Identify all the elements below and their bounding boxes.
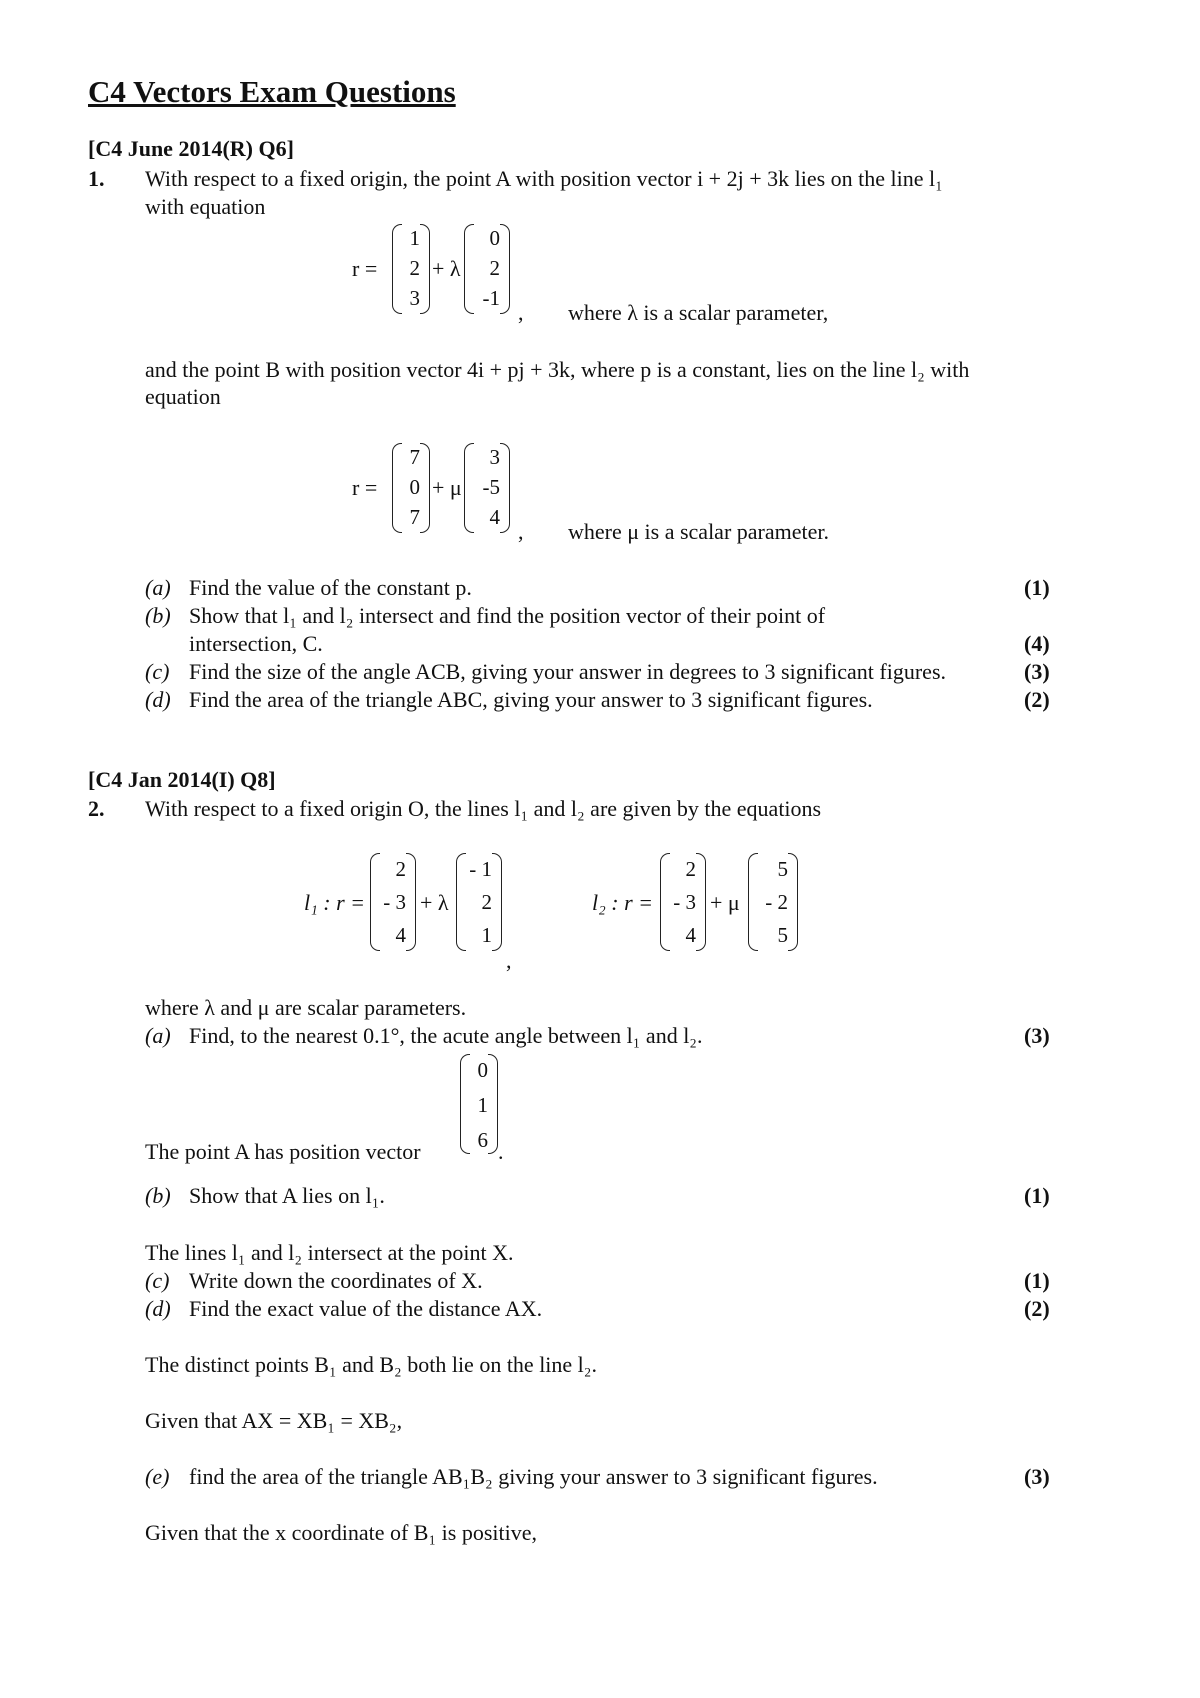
q1-intro-line1: With respect to a fixed origin, the point A with position vector i + 2j + 3k lies on the line l₁	[145, 166, 943, 191]
q1-eq2-lhs: r =	[352, 475, 378, 500]
vector-entry: - 2	[765, 890, 788, 914]
q2-l2-vector2	[748, 853, 798, 951]
vector-entry: 3	[489, 445, 500, 469]
q2-l2-operator: + μ	[710, 890, 740, 915]
q1-eq2-where: where μ is a scalar parameter.	[568, 519, 829, 544]
q2-number: 2.	[88, 796, 105, 821]
q1-part-c-label: (c)	[145, 659, 170, 684]
q1-part-c-text: Find the size of the angle ACB, giving your answer in degrees to 3 significant figures.	[189, 659, 947, 684]
vector-entry: 3	[409, 286, 420, 310]
vector-entry: 5	[777, 923, 788, 947]
q1-part-a-mark: (1)	[1024, 575, 1050, 600]
vector-entry: 2	[409, 256, 420, 280]
vector-entry: 7	[409, 505, 420, 529]
q2-l2-lhs: l₂ : r =	[592, 890, 653, 915]
q2-intro: With respect to a fixed origin O, the lines l₁ and l₂ are given by the equations	[145, 796, 822, 821]
q1-source: [C4 June 2014(R) Q6]	[88, 136, 294, 161]
vector-entry: 2	[489, 256, 500, 280]
q1-number: 1.	[88, 166, 105, 191]
q1-eq1-comma: ,	[518, 300, 524, 325]
vector-entry: 6	[477, 1128, 488, 1152]
q1-part-d-mark: (2)	[1024, 687, 1050, 712]
q2-part-c-label: (c)	[145, 1268, 170, 1293]
q2-part-b-text: Show that A lies on l₁.	[189, 1183, 385, 1208]
q1-intro-line2: with equation	[145, 194, 266, 219]
q1-part-b-text-cont: intersection, C.	[189, 631, 323, 656]
vector-entry: 0	[409, 475, 420, 499]
vector-entry: 7	[409, 445, 420, 469]
q2-part-c-text: Write down the coordinates of X.	[189, 1268, 483, 1293]
q2-point-a-vector	[460, 1054, 498, 1154]
q2-part-d-mark: (2)	[1024, 1296, 1050, 1321]
q1-part-d-label: (d)	[145, 687, 171, 712]
q2-intersect: The lines l₁ and l₂ intersect at the point X.	[145, 1240, 514, 1265]
page-title: C4 Vectors Exam Questions	[88, 74, 456, 109]
q1-eq1-operator: + λ	[432, 256, 461, 281]
vector-entry: 5	[777, 857, 788, 881]
q2-part-e-mark: (3)	[1024, 1464, 1050, 1489]
q1-part-b-text: Show that l₁ and l₂ intersect and find the position vector of their point of	[189, 603, 826, 628]
vector-entry: -1	[482, 286, 500, 310]
q1-part-b-label: (b)	[145, 603, 171, 628]
q2-point-a-end: .	[498, 1139, 504, 1164]
q2-point-a-text: The point A has position vector	[145, 1139, 421, 1164]
q1-eq1-vector2	[464, 224, 510, 314]
q2-part-a-text: Find, to the nearest 0.1°, the acute angle between l₁ and l₂.	[189, 1023, 703, 1048]
q1-eq1-vector1	[392, 224, 430, 314]
q1-mid-line2: equation	[145, 384, 221, 409]
q2-part-a-mark: (3)	[1024, 1023, 1050, 1048]
q1-part-a-text: Find the value of the constant p.	[189, 575, 472, 600]
vector-entry: - 3	[673, 890, 696, 914]
vector-entry: 1	[477, 1093, 488, 1117]
q2-part-d-text: Find the exact value of the distance AX.	[189, 1296, 543, 1321]
q1-mid-line1: and the point B with position vector 4i + pj + 3k, where p is a constant, lies on the line l₂ with	[145, 357, 970, 382]
vector-entry: 4	[395, 923, 406, 947]
q2-l1-lhs: l₁ : r =	[304, 890, 365, 915]
q1-part-b-mark: (4)	[1024, 631, 1050, 656]
q1-part-d-text: Find the area of the triangle ABC, giving your answer to 3 significant figures.	[189, 687, 873, 712]
q2-l1-vector1	[370, 853, 416, 951]
q2-part-a-label: (a)	[145, 1023, 171, 1048]
q2-part-c-mark: (1)	[1024, 1268, 1050, 1293]
q2-l1-comma: ,	[506, 948, 512, 973]
vector-entry: - 1	[469, 857, 492, 881]
vector-entry: - 3	[383, 890, 406, 914]
q2-where: where λ and μ are scalar parameters.	[145, 995, 467, 1020]
vector-entry: 2	[481, 890, 492, 914]
vector-entry: 4	[685, 923, 696, 947]
q2-given: Given that AX = XB₁ = XB₂,	[145, 1408, 403, 1433]
vector-entry: 1	[481, 923, 492, 947]
vector-entry: 2	[395, 857, 406, 881]
vector-entry: 2	[685, 857, 696, 881]
vector-entry: 0	[477, 1058, 488, 1082]
q1-part-c-mark: (3)	[1024, 659, 1050, 684]
q2-part-d-label: (d)	[145, 1296, 171, 1321]
q1-eq1-lhs: r =	[352, 256, 378, 281]
q1-eq2-vector2	[464, 443, 510, 533]
q1-eq2-comma: ,	[518, 519, 524, 544]
q1-eq2-vector1	[392, 443, 430, 533]
q2-distinct: The distinct points B₁ and B₂ both lie on the line l₂.	[145, 1352, 597, 1377]
vector-entry: 4	[489, 505, 500, 529]
q2-l1-vector2	[456, 853, 502, 951]
vector-entry: -5	[482, 475, 500, 499]
q1-part-a-label: (a)	[145, 575, 171, 600]
q2-part-b-label: (b)	[145, 1183, 171, 1208]
q1-eq2-operator: + μ	[432, 475, 462, 500]
q2-l2-vector1	[660, 853, 706, 951]
q2-part-b-mark: (1)	[1024, 1183, 1050, 1208]
q2-given-x: Given that the x coordinate of B₁ is positive,	[145, 1520, 537, 1545]
q1-eq1-where: where λ is a scalar parameter,	[568, 300, 829, 325]
q2-l1-operator: + λ	[420, 890, 449, 915]
q2-part-e-text: find the area of the triangle AB₁B₂ giving your answer to 3 significant figures.	[189, 1464, 878, 1489]
q2-source: [C4 Jan 2014(I) Q8]	[88, 767, 276, 792]
vector-entry: 0	[489, 226, 500, 250]
q2-part-e-label: (e)	[145, 1464, 170, 1489]
vector-entry: 1	[409, 226, 420, 250]
